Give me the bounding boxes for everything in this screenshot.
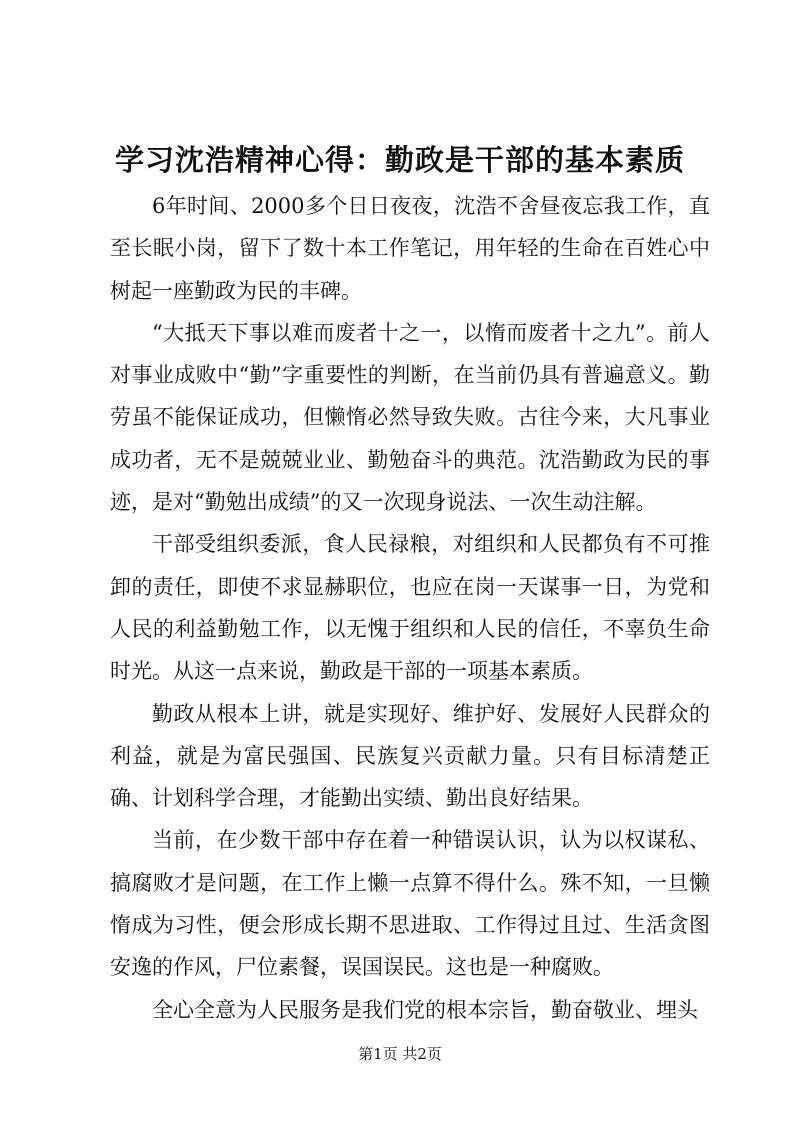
paragraph: 当前，在少数干部中存在着一种错误认识，认为以权谋私、搞腐败才是问题，在工作上懒一点算不得什么。殊不知，一旦懒惰成为习性，便会形成长期不思进取、工作得过且过、生活贪图安逸的作风，尸位素餐，误国误民。这也是一种腐败。 (110, 828, 710, 980)
paragraph: 全心全意为人民服务是我们党的根本宗旨，勤奋敬业、埋头 (152, 997, 698, 1022)
document-body (110, 185, 710, 1031)
document-title: 学习沈浩精神心得：勤政是干部的基本素质 (114, 143, 685, 177)
paragraph: “大抵天下事以难而废者十之一，以惰而废者十之九”。前人对事业成败中“勤”字重要性的判断，在当前仍具有普遍意义。勤劳虽不能保证成功，但懒惰必然导致失败。古往今来，大凡事业成功者，无不是兢兢业业、勤勉奋斗的典范。沈浩勤政为民的事迹，是对“勤勉出成绩”的又一次现身说法、一次生动注解。 (110, 320, 710, 515)
paragraph: 勤政从根本上讲，就是实现好、维护好、发展好人民群众的利益，就是为富民强国、民族复兴贡献力量。只有目标清楚正确、计划科学合理，才能勤出实绩、勤出良好结果。 (110, 701, 710, 811)
paragraph: 干部受组织委派，食人民禄粮，对组织和人民都负有不可推卸的责任，即使不求显赫职位，也应在岗一天谋事一日，为党和人民的利益勤勉工作，以无愧于组织和人民的信任，不辜负生命时光。从这一点来说，勤政是干部的一项基本素质。 (110, 532, 710, 684)
page-number-footer: 第1页 共2页 (358, 1045, 442, 1063)
paragraph: 6年时间、2000多个日日夜夜，沈浩不舍昼夜忘我工作，直至长眠小岗，留下了数十本工作笔记，用年轻的生命在百姓心中树起一座勤政为民的丰碑。 (110, 194, 710, 303)
